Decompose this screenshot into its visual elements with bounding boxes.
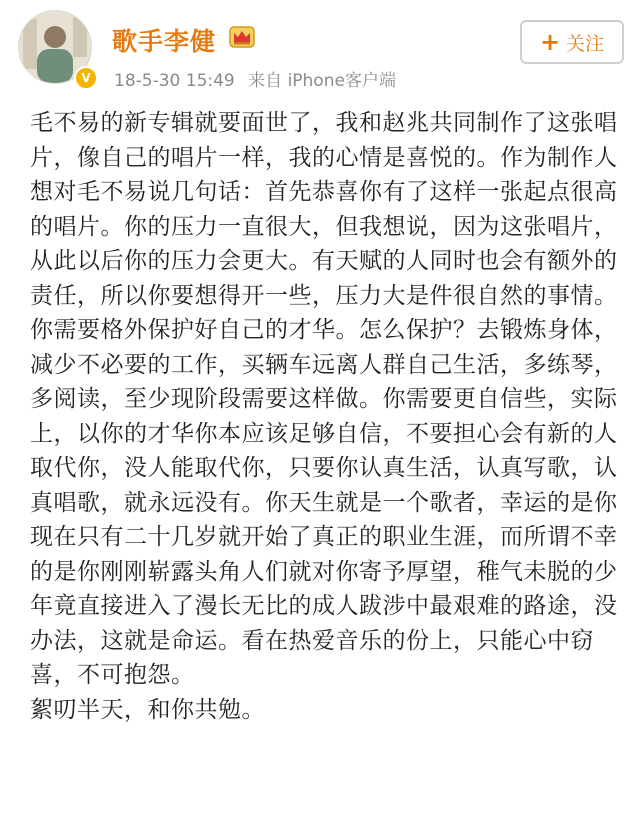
post-content: [30, 106, 624, 727]
verified-v-icon: V: [74, 66, 98, 90]
post-body: 毛不易的新专辑就要面世了，我和赵兆共同制作了这张唱片，像自己的唱片一样，我的心情是喜悦的。作为制作人想对毛不易说几句话：首先恭喜你有了这样一张起点很高的唱片。你的压力一直很大，但我想说，因为这张唱片，从此以后你的压力会更大。有天赋的人同时也会有额外的责任，所以你要想得开一些，压力大是件很自然的事情。你需要格外保护好自己的才华。怎么保护？去锻炼身体，减少不必要的工作，买辆车远离人群自己生活，多练琴，多阅读，至少现阶段需要这样做。你需要更自信些，实际上，以你的才华你本应该足够自信，不要担心会有新的人取代你，没人能取代你，只要你认真生活，认真写歌，认真唱歌，就永远没有。你天生就是一个歌者，幸运的是你现在只有二十几岁就开始了真正的职业生涯，而所谓不幸的是你刚刚崭露头角人们就对你寄予厚望，稚气未脱的少年竟直接进入了漫长无比的成人跋涉中最艰难的路途，没办法，这就是命运。看在热爱音乐的份上，只能心中窃喜，不可抱怨。: [30, 110, 618, 688]
author-name[interactable]: 歌手李健: [112, 27, 217, 56]
follow-button[interactable]: [520, 20, 624, 64]
post-header: [0, 0, 640, 100]
crown-icon[interactable]: [228, 24, 256, 50]
follow-label: 关注: [566, 32, 605, 55]
post-timestamp: 18-5-30 15:49: [114, 71, 235, 91]
source-prefix: 来自: [248, 71, 283, 91]
post-source[interactable]: iPhone客户端: [287, 71, 396, 91]
post-meta: [114, 66, 396, 91]
post-signoff: 絮叨半天，和你共勉。: [30, 696, 265, 723]
plus-icon: +: [539, 28, 561, 56]
